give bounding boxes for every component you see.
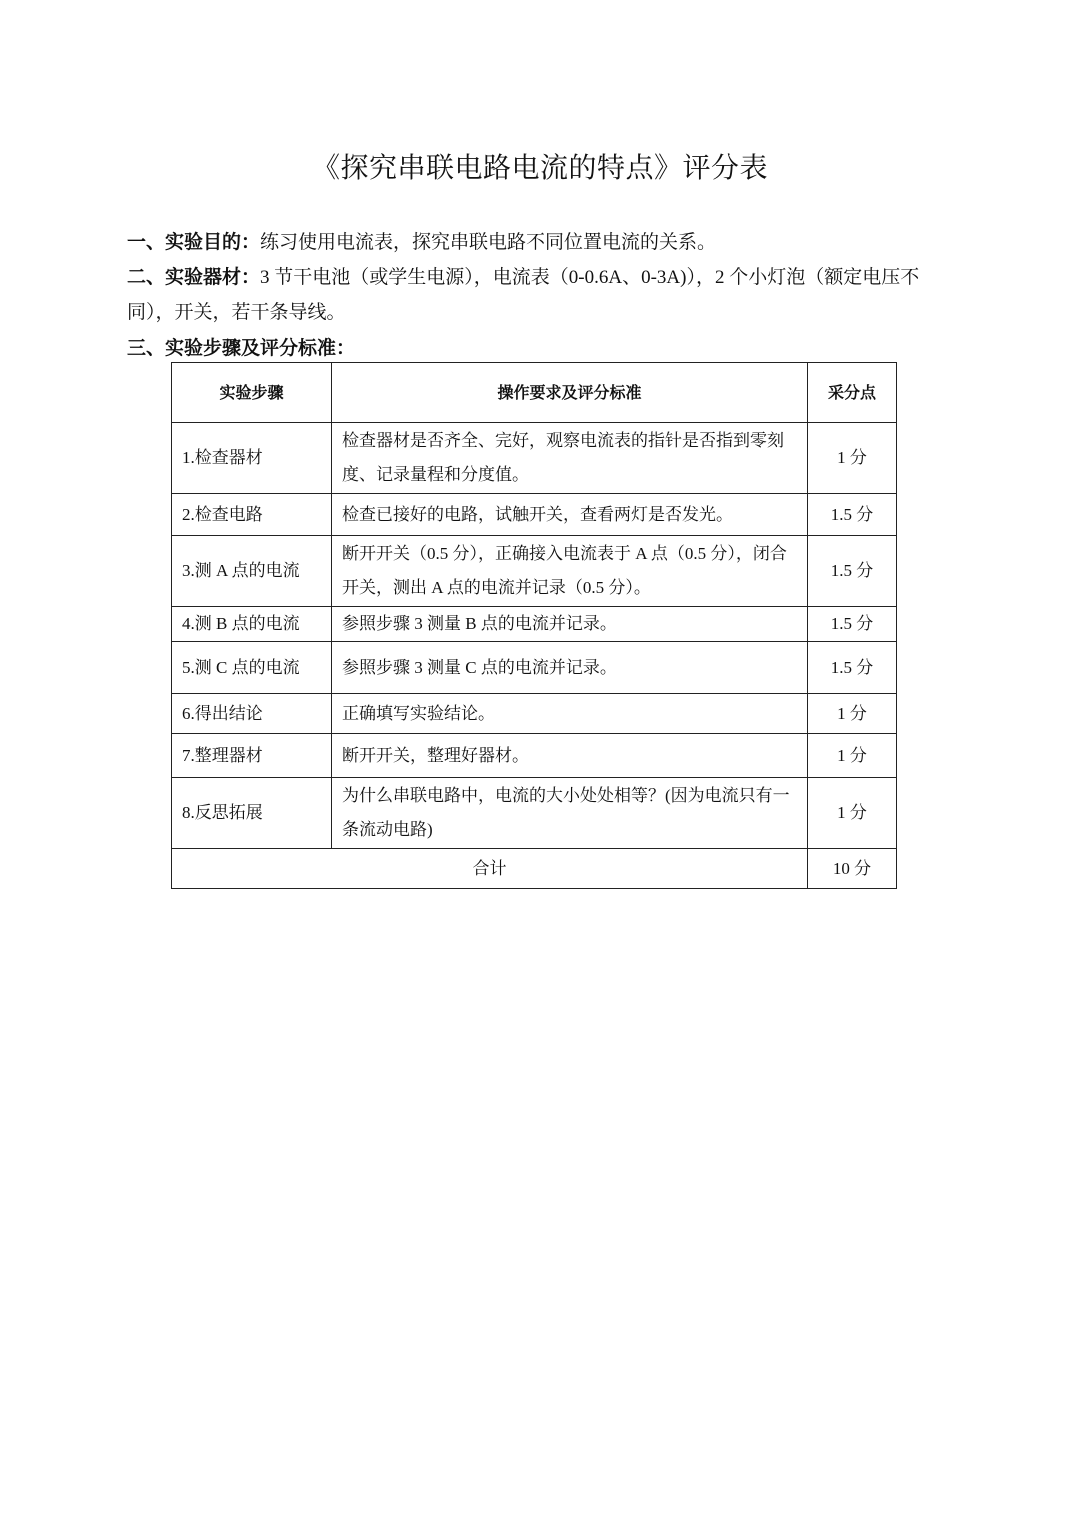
step-cell: 7.整理器材 bbox=[172, 734, 332, 778]
criteria-cell: 检查器材是否齐全、完好，观察电流表的指针是否指到零刻度、记录量程和分度值。 bbox=[332, 423, 808, 494]
table-row bbox=[172, 494, 897, 536]
table-row bbox=[172, 536, 897, 607]
criteria-cell: 断开开关（0.5 分），正确接入电流表于 A 点（0.5 分），闭合开关，测出 A 点的电流并记录（0.5 分）。 bbox=[332, 536, 808, 607]
total-label: 合计 bbox=[172, 849, 808, 889]
total-row bbox=[172, 849, 897, 889]
criteria-cell: 为什么串联电路中，电流的大小处处相等？(因为电流只有一条流动电路) bbox=[332, 778, 808, 849]
step-cell: 3.测 A 点的电流 bbox=[172, 536, 332, 607]
points-cell: 1.5 分 bbox=[808, 494, 897, 536]
points-cell: 1 分 bbox=[808, 778, 897, 849]
equipment-text: 3 节干电池（或学生电源），电流表（0-0.6A、0-3A)），2 个小灯泡（额定电压不同），开关，若干条导线。 bbox=[127, 267, 920, 323]
points-cell: 1 分 bbox=[808, 423, 897, 494]
points-cell: 1 分 bbox=[808, 734, 897, 778]
purpose-text: 练习使用电流表，探究串联电路不同位置电流的关系。 bbox=[260, 232, 717, 253]
equipment-paragraph bbox=[127, 260, 957, 330]
points-cell: 1.5 分 bbox=[808, 536, 897, 607]
step-cell: 5.测 C 点的电流 bbox=[172, 642, 332, 694]
criteria-cell: 参照步骤 3 测量 C 点的电流并记录。 bbox=[332, 642, 808, 694]
steps-label: 三、实验步骤及评分标准： bbox=[127, 337, 356, 359]
points-cell: 1.5 分 bbox=[808, 642, 897, 694]
step-cell: 1.检查器材 bbox=[172, 423, 332, 494]
table-row bbox=[172, 694, 897, 734]
criteria-cell: 正确填写实验结论。 bbox=[332, 694, 808, 734]
step-cell: 4.测 B 点的电流 bbox=[172, 607, 332, 642]
table-row bbox=[172, 423, 897, 494]
scoring-table bbox=[171, 362, 897, 889]
table-row bbox=[172, 734, 897, 778]
purpose-label: 一、实验目的： bbox=[127, 231, 261, 253]
page-title: 《探究串联电路电流的特点》评分表 bbox=[311, 153, 768, 184]
steps-heading bbox=[127, 331, 957, 366]
total-points: 10 分 bbox=[808, 849, 897, 889]
step-cell: 6.得出结论 bbox=[172, 694, 332, 734]
header-step: 实验步骤 bbox=[172, 363, 332, 423]
criteria-cell: 检查已接好的电路，试触开关，查看两灯是否发光。 bbox=[332, 494, 808, 536]
step-cell: 8.反思拓展 bbox=[172, 778, 332, 849]
table-row bbox=[172, 778, 897, 849]
header-criteria: 操作要求及评分标准 bbox=[332, 363, 808, 423]
purpose-paragraph bbox=[127, 225, 957, 260]
criteria-cell: 断开开关，整理好器材。 bbox=[332, 734, 808, 778]
step-cell: 2.检查电路 bbox=[172, 494, 332, 536]
table-row bbox=[172, 642, 897, 694]
table-row bbox=[172, 607, 897, 642]
header-points: 采分点 bbox=[808, 363, 897, 423]
table-header-row bbox=[172, 363, 897, 423]
equipment-label: 二、实验器材： bbox=[127, 266, 261, 288]
criteria-cell: 参照步骤 3 测量 B 点的电流并记录。 bbox=[332, 607, 808, 642]
points-cell: 1 分 bbox=[808, 694, 897, 734]
points-cell: 1.5 分 bbox=[808, 607, 897, 642]
